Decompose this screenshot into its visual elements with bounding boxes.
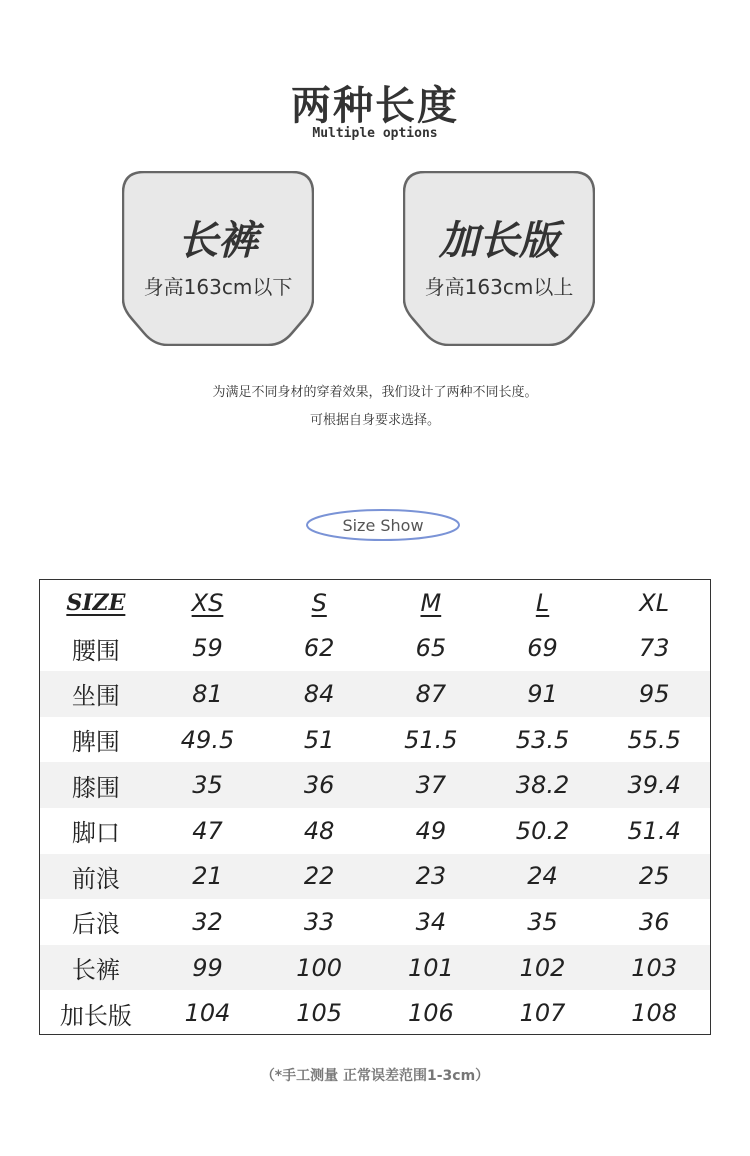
table-header-row: [40, 580, 710, 626]
row-label: 膝围: [71, 773, 120, 802]
description-line-2: 可根据自身要求选择。: [309, 413, 440, 428]
page-title: 两种长度: [291, 83, 459, 129]
table-cell: 101: [407, 953, 454, 982]
row-label: 脾围: [71, 728, 120, 757]
table-cell: 106: [407, 999, 454, 1028]
header-size: SIZE: [66, 589, 126, 616]
table-cell: 91: [527, 679, 558, 708]
table-cell: 102: [519, 953, 566, 982]
table-cell: 51.5: [404, 725, 458, 754]
header-xs: XS: [191, 588, 224, 617]
row-label: 坐围: [71, 682, 120, 711]
table-cell: 99: [192, 953, 223, 982]
table-cell: 35: [527, 907, 558, 936]
measurement-note: （*手工测量 正常误差范围1-3cm）: [260, 1068, 490, 1084]
table-cell: 69: [527, 634, 558, 663]
table-cell: 84: [303, 679, 335, 708]
size-table: [39, 579, 711, 1035]
table-cell: 24: [527, 862, 558, 891]
table-row: [40, 762, 710, 808]
row-label: 腰围: [71, 636, 120, 665]
description-line-1: 为满足不同身材的穿着效果，我们设计了两种不同长度。: [212, 385, 538, 400]
card-height-range: 身高163cm以上: [424, 275, 574, 299]
table-row: [40, 717, 710, 763]
table-cell: 38.2: [515, 771, 570, 800]
table-cell: 49.5: [180, 725, 235, 754]
table-cell: 65: [415, 634, 447, 663]
row-label: 脚口: [71, 819, 120, 848]
option-card-regular: [122, 171, 314, 346]
table-row: [40, 671, 710, 717]
table-row: [40, 808, 710, 854]
row-label: 加长版: [59, 1001, 132, 1030]
card-name: 长裤: [178, 218, 258, 264]
table-row: [40, 945, 710, 991]
table-cell: 50.2: [515, 816, 570, 845]
table-cell: 53.5: [515, 725, 570, 754]
table-cell: 87: [415, 679, 447, 708]
table-cell: 35: [192, 771, 223, 800]
table-row: [40, 899, 710, 945]
table-cell: 37: [415, 771, 447, 800]
header-s: S: [311, 588, 327, 617]
table-cell: 22: [303, 862, 335, 891]
table-cell: 100: [296, 953, 343, 982]
header-xl: XL: [639, 588, 670, 617]
table-cell: 107: [519, 999, 566, 1028]
table-cell: 108: [631, 999, 678, 1028]
row-label: 后浪: [71, 910, 120, 939]
row-label: 长裤: [71, 956, 120, 985]
table-cell: 95: [638, 679, 670, 708]
table-cell: 47: [192, 816, 223, 845]
table-row: [40, 626, 710, 672]
table-cell: 32: [192, 907, 223, 936]
table-cell: 104: [184, 999, 231, 1028]
table-cell: 81: [192, 679, 223, 708]
table-cell: 23: [415, 862, 447, 891]
header-l: L: [535, 588, 550, 617]
table-cell: 34: [415, 907, 447, 936]
page-subtitle: Multiple options: [312, 126, 438, 141]
header-m: M: [420, 588, 442, 617]
table-row: [40, 854, 710, 900]
table-cell: 73: [638, 634, 670, 663]
table-cell: 33: [303, 907, 335, 936]
table-cell: 49: [415, 816, 447, 845]
table-cell: 59: [192, 634, 223, 663]
table-cell: 105: [296, 999, 343, 1028]
table-cell: 48: [303, 816, 335, 845]
option-card-extended: [403, 171, 595, 346]
table-cell: 36: [638, 907, 670, 936]
table-cell: 62: [303, 634, 335, 663]
size-show-badge: [305, 508, 461, 542]
table-cell: 36: [303, 771, 335, 800]
table-cell: 39.4: [627, 771, 681, 800]
card-name: 加长版: [439, 218, 559, 264]
table-cell: 51.4: [627, 816, 681, 845]
row-label: 前浪: [71, 864, 120, 893]
table-cell: 103: [631, 953, 678, 982]
table-row: [40, 990, 710, 1036]
table-cell: 51: [303, 725, 335, 754]
table-body: [40, 626, 710, 1036]
table-cell: 25: [638, 862, 670, 891]
size-show-label: Size Show: [342, 516, 424, 535]
table-cell: 55.5: [627, 725, 681, 754]
table-cell: 21: [192, 862, 223, 891]
card-height-range: 身高163cm以下: [143, 275, 293, 299]
